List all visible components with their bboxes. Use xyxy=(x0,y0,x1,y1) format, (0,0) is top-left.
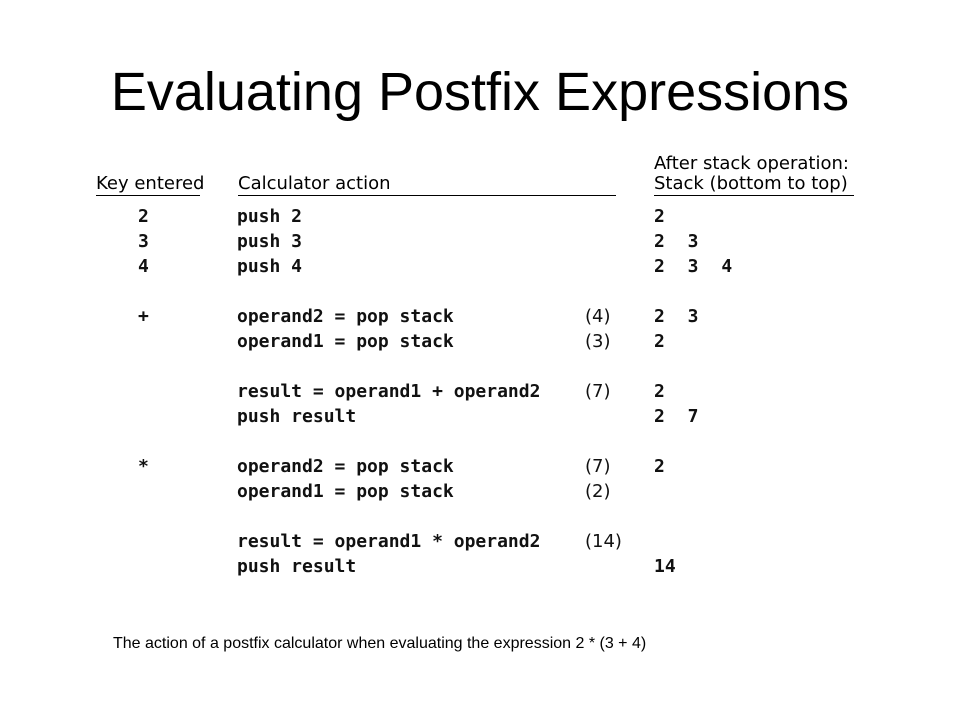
table-row xyxy=(0,255,960,279)
table-row xyxy=(0,230,960,254)
action-cell: push result xyxy=(237,556,357,577)
stack-cell: 2 3 4 xyxy=(654,256,733,277)
value-cell: (7) xyxy=(585,381,611,402)
stack-cell: 2 7 xyxy=(654,406,699,427)
action-cell: result = operand1 + operand2 xyxy=(237,381,541,402)
header-after-stack-operation: After stack operation: xyxy=(654,153,849,174)
header-rule-action xyxy=(238,195,616,196)
action-cell: operand2 = pop stack xyxy=(237,306,454,327)
header-calculator-action: Calculator action xyxy=(238,173,391,194)
stack-cell xyxy=(654,480,854,504)
slide-title: Evaluating Postfix Expressions xyxy=(110,62,850,122)
stack-cell xyxy=(654,530,854,554)
value-cell: (3) xyxy=(585,331,611,352)
table-row xyxy=(0,330,960,354)
action-cell: result = operand1 * operand2 xyxy=(237,531,541,552)
value-cell xyxy=(585,255,630,279)
action-cell: push 4 xyxy=(237,256,303,277)
table-row xyxy=(0,555,960,579)
key-cell xyxy=(138,330,178,354)
stack-cell: 2 xyxy=(654,331,665,352)
table-row xyxy=(0,380,960,404)
table-row xyxy=(0,455,960,479)
stack-cell: 2 3 xyxy=(654,306,699,327)
key-cell xyxy=(138,530,178,554)
table-row xyxy=(0,480,960,504)
value-cell xyxy=(585,230,630,254)
header-key-entered: Key entered xyxy=(96,173,205,194)
stack-cell: 2 xyxy=(654,206,665,227)
stack-cell: 2 3 xyxy=(654,231,699,252)
action-cell: push 3 xyxy=(237,231,303,252)
key-cell: 2 xyxy=(138,206,149,227)
key-cell: 3 xyxy=(138,231,149,252)
key-cell xyxy=(138,380,178,404)
key-cell: + xyxy=(138,306,149,327)
value-cell: (7) xyxy=(585,456,611,477)
key-cell xyxy=(138,480,178,504)
action-cell: operand2 = pop stack xyxy=(237,456,454,477)
value-cell: (4) xyxy=(585,306,611,327)
table-row xyxy=(0,405,960,429)
table-row xyxy=(0,530,960,554)
value-cell xyxy=(585,205,630,229)
key-cell: * xyxy=(138,456,149,477)
action-cell: push 2 xyxy=(237,206,303,227)
key-cell xyxy=(138,555,178,579)
stack-cell: 14 xyxy=(654,556,676,577)
figure-caption: The action of a postfix calculator when evaluating the expression 2 * (3 + 4) xyxy=(113,635,647,652)
header-stack-bottom-to-top: Stack (bottom to top) xyxy=(654,173,848,194)
action-cell: operand1 = pop stack xyxy=(237,331,454,352)
key-cell xyxy=(138,405,178,429)
stack-cell: 2 xyxy=(654,456,665,477)
table-row xyxy=(0,205,960,229)
value-cell: (2) xyxy=(585,481,611,502)
header-rule-key xyxy=(96,195,200,196)
key-cell: 4 xyxy=(138,256,149,277)
value-cell xyxy=(585,405,630,429)
stack-cell: 2 xyxy=(654,381,665,402)
header-rule-stack xyxy=(654,195,854,196)
value-cell: (14) xyxy=(585,531,622,552)
value-cell xyxy=(585,555,630,579)
table-row xyxy=(0,305,960,329)
action-cell: operand1 = pop stack xyxy=(237,481,454,502)
action-cell: push result xyxy=(237,406,357,427)
